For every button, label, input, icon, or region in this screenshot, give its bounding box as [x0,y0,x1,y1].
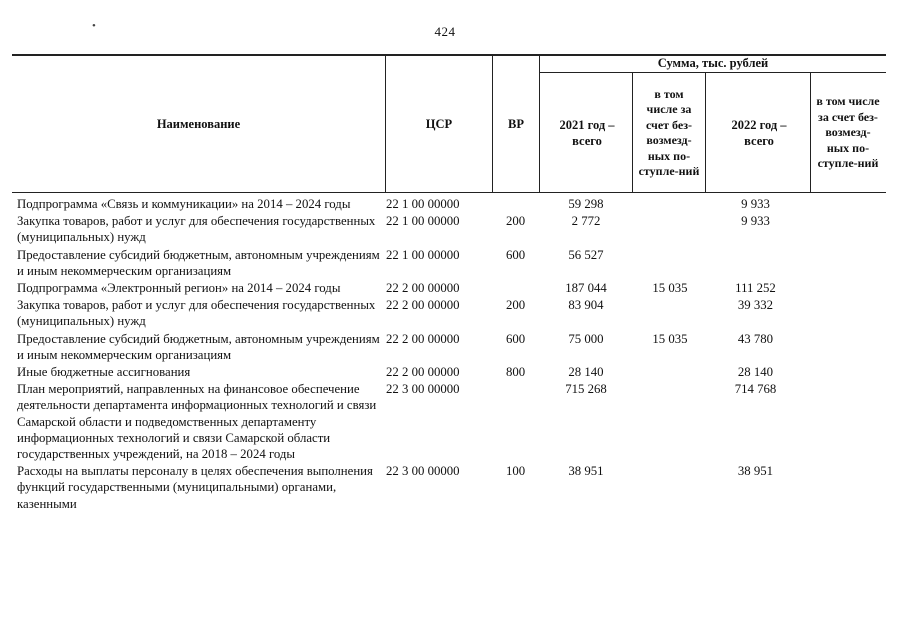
row-sum-2021: 56 527 [568,247,604,262]
row-csr: 22 2 00 00000 [386,298,460,313]
table-row [17,280,887,296]
row-sum-2021: 28 140 [568,365,604,380]
table-row [17,331,887,363]
row-vr: 600 [506,247,526,262]
scan-dot-mark: • [92,20,96,32]
row-vr: 100 [506,464,526,479]
row-sum-2021: 38 951 [568,464,604,479]
row-vr: 200 [506,214,526,229]
row-sum-2022: 111 252 [735,281,776,296]
table-row [17,247,887,279]
row-name: План мероприятий, направленных на финансовое обеспечение деятельности департамента информационных технологий и связи Самарской области и подведомственных департаменту информационных технологий и связи Самарской области государственных учреждений, на 2018 – 2024 годы [17,382,377,462]
row-vr: 800 [506,365,526,380]
table-row [17,463,887,512]
row-sum-2022-free [802,463,872,512]
row-sum-2021: 715 268 [565,382,607,397]
header-vrule [810,72,811,193]
table-row [17,381,887,462]
row-sum-2022: 9 933 [741,197,770,211]
row-sum-2022-free [802,196,872,212]
header-name: Наименование [156,116,241,131]
row-sum-2021-free [631,196,709,212]
row-sum-2021-free: 15 035 [652,281,688,296]
row-sum-2021: 187 044 [565,281,607,296]
row-name: Подпрограмма «Электронный регион» на 2014 – 2024 годы [17,281,341,296]
row-name: Подпрограмма «Связь и коммуникации» на 2014 – 2024 годы [17,197,351,211]
row-name: Расходы на выплаты персоналу в целях обеспечения выполнения функций государственными (муниципальными) органами, казенными [17,464,373,511]
row-sum-2021-free [631,247,709,279]
row-csr: 22 1 00 00000 [386,247,460,262]
row-name: Предоставление субсидий бюджетным, автономным учреждениям и иным некоммерческим организациям [17,331,380,362]
table-header [12,54,886,193]
header-vrule [539,54,540,193]
row-csr: 22 3 00 00000 [386,382,460,397]
row-csr: 22 1 00 00000 [386,197,460,211]
row-sum-2021-free [631,463,709,512]
header-csr: ЦСР [425,116,453,131]
header-2022-total: 2022 год – всего [731,118,787,148]
row-sum-2022: 39 332 [737,298,774,313]
row-sum-2021-free [631,213,709,245]
row-sum-2022-free [802,213,872,245]
table-row [17,196,887,212]
row-name: Иные бюджетные ассигнования [17,365,191,380]
table-body [17,196,887,513]
row-sum-2021: 2 772 [571,214,601,229]
row-csr: 22 3 00 00000 [386,464,460,479]
row-sum-2022 [709,247,802,279]
header-2021-total: 2021 год – всего [559,118,615,148]
row-sum-2022-free [802,280,872,296]
row-name: Предоставление субсидий бюджетным, автономным учреждениям и иным некоммерческим организациям [17,247,380,278]
table-row [17,213,887,245]
header-2021-free: в том числе за счет без-возмезд-ных по-ступле-ний [638,86,700,178]
row-sum-2021-free [631,381,709,462]
header-vrule [705,72,706,193]
row-sum-2021: 75 000 [568,331,604,346]
row-sum-2021-free [631,364,709,380]
row-sum-2022-free [802,364,872,380]
row-vr: 200 [506,298,526,313]
header-2022-free: в том числе за счет без-возмезд-ных по-ступле-ний [816,94,880,171]
row-sum-2021-free: 15 035 [652,331,688,346]
row-sum-2022: 43 780 [737,331,774,346]
row-vr: 600 [506,331,526,346]
row-name: Закупка товаров, работ и услуг для обеспечения государственных (муниципальных) нужд [17,298,376,329]
table-row [17,297,887,329]
page-number: 424 [434,24,456,39]
row-vr [506,381,541,462]
row-csr: 22 1 00 00000 [386,214,460,229]
row-sum-2022-free [802,297,872,329]
row-sum-2022-free [802,381,872,462]
row-sum-2022: 9 933 [741,214,770,229]
table-row [17,364,887,380]
row-sum-2022-free [802,247,872,279]
row-csr: 22 2 00 00000 [386,281,460,296]
header-vrule [632,72,633,193]
row-sum-2021: 59 298 [568,197,604,211]
row-sum-2021-free [631,297,709,329]
row-csr: 22 2 00 00000 [386,331,460,346]
row-vr [506,196,541,212]
header-vr: ВР [508,116,524,131]
row-name: Закупка товаров, работ и услуг для обеспечения государственных (муниципальных) нужд [17,214,376,245]
row-sum-2022: 28 140 [737,365,774,380]
row-sum-2022-free [802,331,872,363]
row-sum-2022: 714 768 [734,382,777,397]
header-sum-group: Сумма, тыс. рублей [657,56,769,70]
row-vr [506,280,541,296]
row-sum-2022: 38 951 [737,464,774,479]
row-csr: 22 2 00 00000 [386,365,460,380]
row-sum-2021: 83 904 [568,298,604,313]
